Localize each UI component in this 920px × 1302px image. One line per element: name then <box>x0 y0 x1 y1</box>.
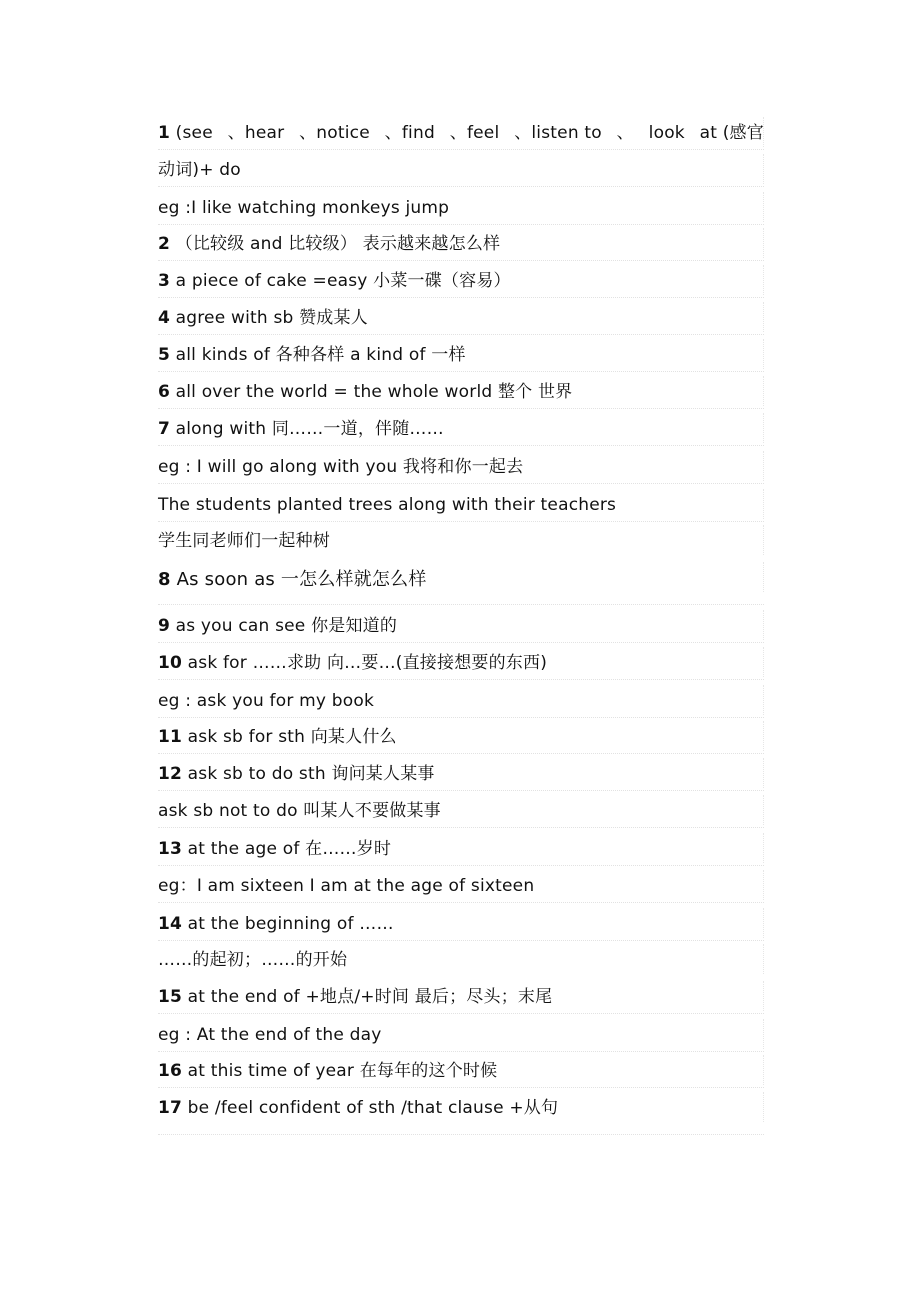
line-text: 8 As soon as 一怎么样就怎么样 <box>158 569 427 590</box>
line-text <box>158 121 764 145</box>
word: 、feel <box>449 123 500 143</box>
line-text: 11 ask sb for sth 向某人什么 <box>158 727 397 747</box>
entry-line-10 <box>158 643 764 680</box>
entry-line-13 <box>158 829 764 866</box>
entry-line-1 <box>158 113 764 150</box>
entry-line-14 <box>158 904 764 941</box>
entry-number: 13 <box>158 839 183 859</box>
line-text: eg : I will go along with you 我将和你一起去 <box>158 457 524 477</box>
entry-line-8 <box>158 558 764 605</box>
entry-number: 4 <box>158 308 171 328</box>
line-text: 7 along with 同……一道，伴随…… <box>158 419 444 439</box>
entry-number: 2 <box>158 234 171 254</box>
word: 、notice <box>299 123 370 143</box>
entry-number: 7 <box>158 419 171 439</box>
line-text: 12 ask sb to do sth 询问某人某事 <box>158 764 435 784</box>
entry-number: 10 <box>158 653 183 673</box>
word: (see <box>175 123 213 143</box>
word: 、find <box>384 123 435 143</box>
example-line <box>158 1015 764 1052</box>
entry-number: 15 <box>158 987 183 1007</box>
example-line <box>158 188 764 225</box>
line-text: 3 a piece of cake =easy 小菜一碟（容易） <box>158 271 511 291</box>
line-text: 14 at the beginning of …… <box>158 914 394 934</box>
entry-number: 12 <box>158 764 183 784</box>
word: look <box>648 123 685 143</box>
line-text: eg :I like watching monkeys jump <box>158 198 450 218</box>
entry-line-4 <box>158 298 764 335</box>
entry-line-7 <box>158 409 764 446</box>
entry-line-11 <box>158 717 764 754</box>
entry-number: 3 <box>158 271 171 291</box>
line-text: eg：I am sixteen I am at the age of sixteen <box>158 876 535 896</box>
line-text: 6 all over the world = the whole world 整个 世界 <box>158 382 573 402</box>
translation-line <box>158 940 764 976</box>
line-text: 动词)+ do <box>158 160 241 180</box>
entry-number: 1 <box>158 123 171 143</box>
example-line <box>158 485 764 522</box>
line-text: ask sb not to do 叫某人不要做某事 <box>158 801 441 821</box>
entry-line-15 <box>158 977 764 1014</box>
entry-number: 11 <box>158 727 183 747</box>
entry-number: 16 <box>158 1061 183 1081</box>
line-text: 5 all kinds of 各种各样 a kind of 一样 <box>158 345 466 365</box>
line-text: 17 be /feel confident of sth /that clause +从句 <box>158 1098 559 1118</box>
line-text: The students planted trees along with their teachers <box>158 495 617 515</box>
entry-number: 6 <box>158 382 171 402</box>
example-line <box>158 791 764 828</box>
line-text: 13 at the age of 在……岁时 <box>158 839 392 859</box>
entry-line-16 <box>158 1051 764 1088</box>
entry-line-17 <box>158 1088 764 1135</box>
example-line <box>158 866 764 903</box>
line-text: 10 ask for ……求助 向…要…(直接接想要的东西) <box>158 653 548 673</box>
line-text: 学生同老师们一起种树 <box>158 531 330 551</box>
line-text: eg : At the end of the day <box>158 1025 382 1045</box>
word: 、 <box>616 123 634 143</box>
word: 、hear <box>227 123 285 143</box>
entry-number: 17 <box>158 1098 183 1118</box>
line-text: ……的起初；……的开始 <box>158 950 348 970</box>
entry-number: 14 <box>158 914 183 934</box>
line-text: 15 at the end of +地点/+时间 最后；尽头；末尾 <box>158 987 553 1007</box>
entry-line-1-cont <box>158 150 764 187</box>
line-text: 16 at this time of year 在每年的这个时候 <box>158 1061 498 1081</box>
entry-number: 8 <box>158 569 171 590</box>
example-line <box>158 447 764 484</box>
entry-number: 5 <box>158 345 171 365</box>
entry-line-3 <box>158 261 764 298</box>
example-line <box>158 681 764 718</box>
entry-number: 9 <box>158 616 171 636</box>
line-text: 2 （比较级 and 比较级） 表示越来越怎么样 <box>158 234 501 254</box>
word: 、listen to <box>514 123 602 143</box>
line-text: 9 as you can see 你是知道的 <box>158 616 398 636</box>
line-text: 4 agree with sb 赞成某人 <box>158 308 368 328</box>
translation-line <box>158 521 764 557</box>
entry-line-9 <box>158 606 764 643</box>
entry-line-12 <box>158 754 764 791</box>
entry-line-2 <box>158 224 764 261</box>
entry-line-6 <box>158 372 764 409</box>
line-text: eg : ask you for my book <box>158 691 374 711</box>
entry-line-5 <box>158 335 764 372</box>
word: at (感官 <box>699 123 764 143</box>
